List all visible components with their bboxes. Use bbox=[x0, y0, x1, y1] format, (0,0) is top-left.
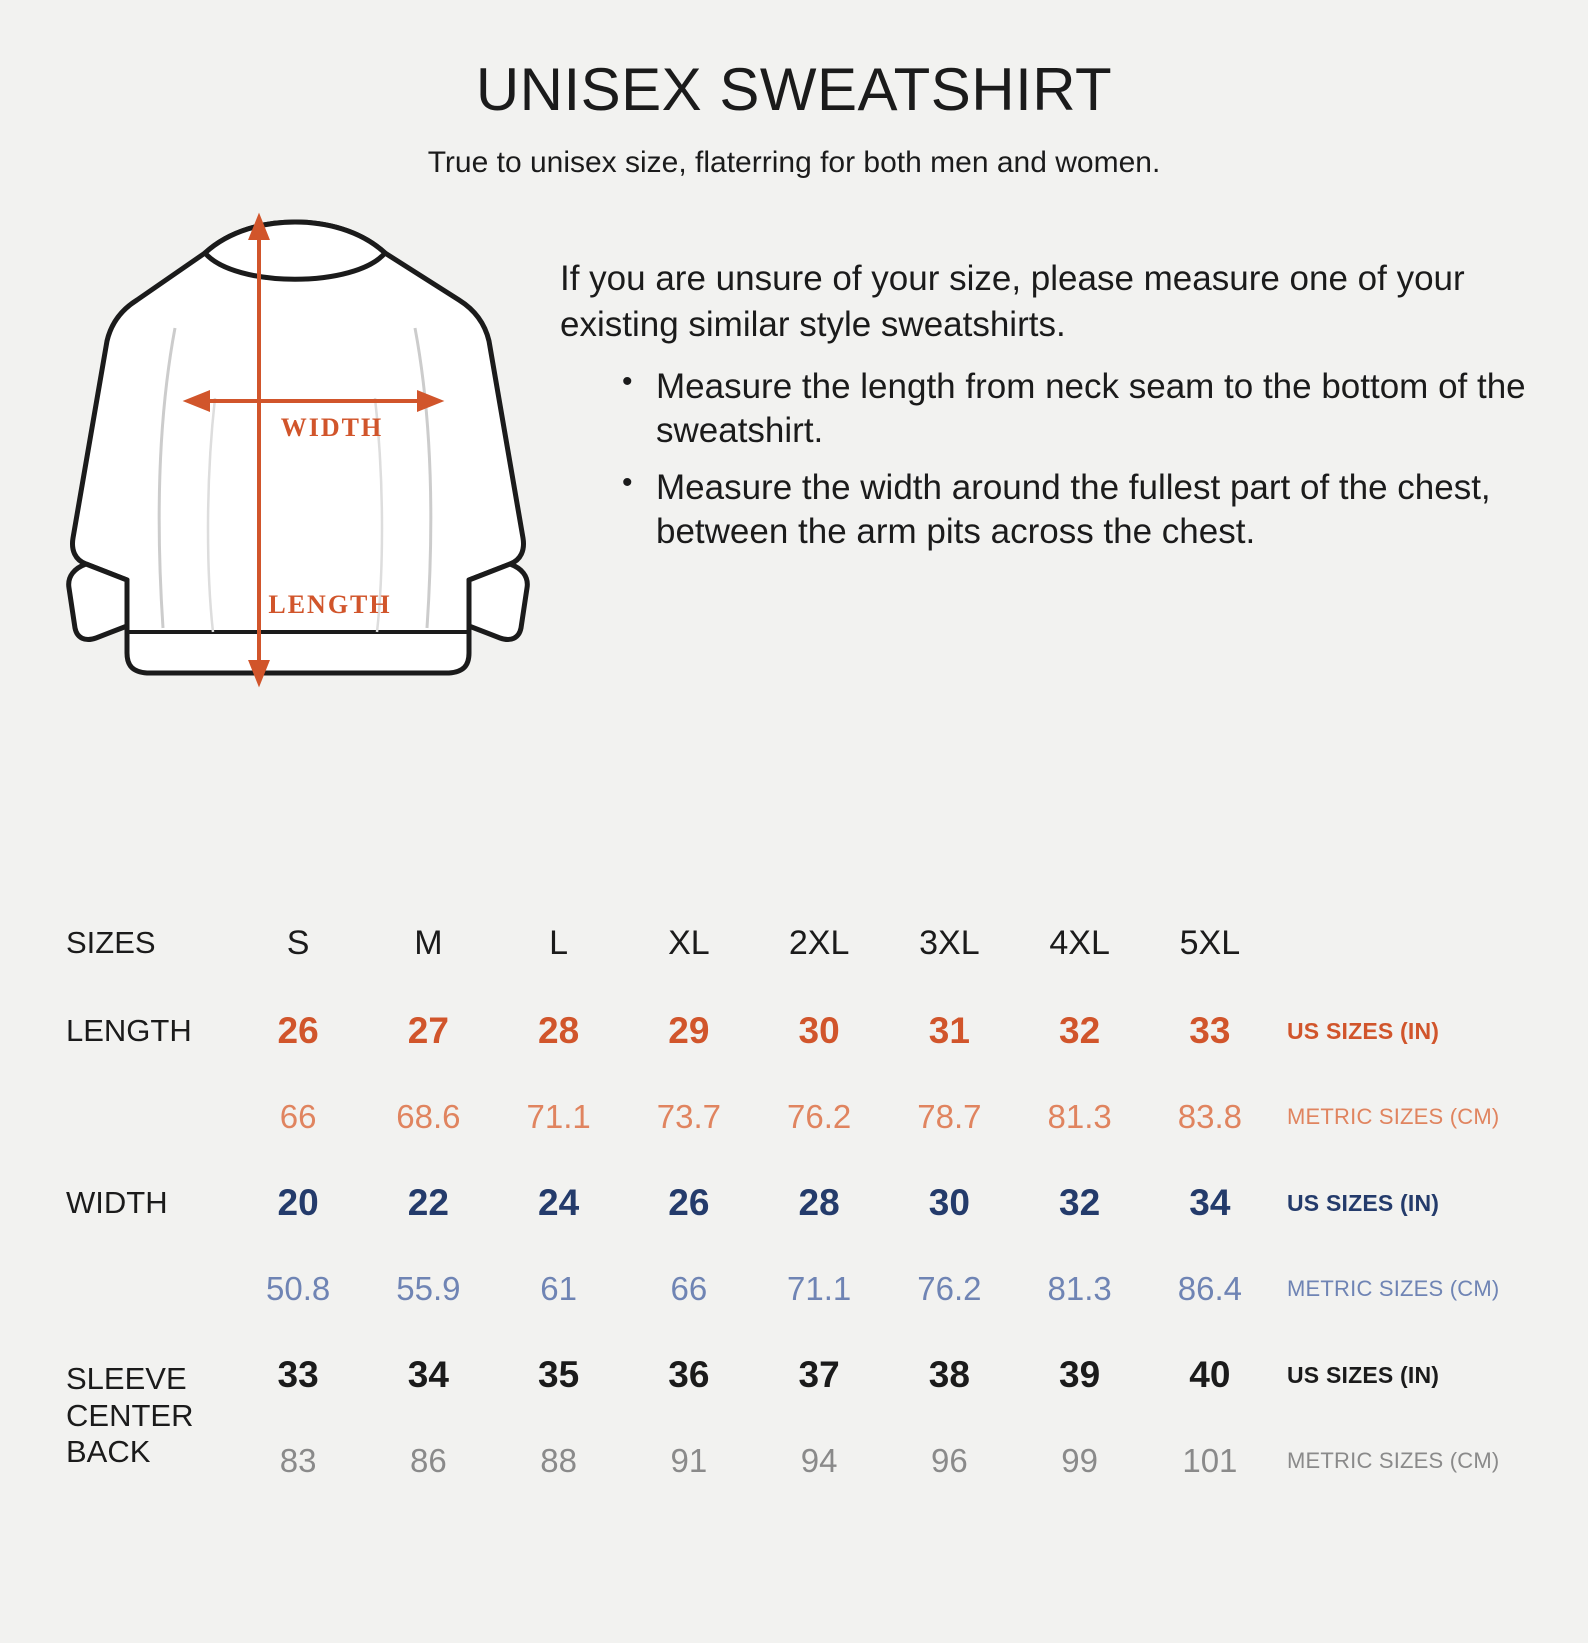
size-header-5xl: 5XL bbox=[1179, 923, 1241, 962]
size-table bbox=[58, 900, 1530, 1502]
size-header-s: S bbox=[286, 923, 310, 962]
unit-label-sleeve-metric: METRIC SIZES (CM) bbox=[1287, 1448, 1500, 1473]
table-header-row bbox=[58, 900, 1530, 986]
cell-width-us-2xl: 28 bbox=[798, 1182, 840, 1223]
cell-length-cm-xl: 73.7 bbox=[656, 1098, 721, 1135]
cell-sleeve-cm-l: 88 bbox=[540, 1442, 577, 1479]
cell-width-cm-4xl: 81.3 bbox=[1047, 1270, 1112, 1307]
row-label-sleeve bbox=[58, 1330, 233, 1502]
cell-sleeve-cm-4xl: 99 bbox=[1061, 1442, 1098, 1479]
row-label-length: LENGTH bbox=[66, 1012, 192, 1048]
table-row-width-us bbox=[58, 1158, 1530, 1248]
unit-label-length-metric: METRIC SIZES (CM) bbox=[1287, 1104, 1500, 1129]
cell-width-cm-s: 50.8 bbox=[266, 1270, 331, 1307]
cell-sleeve-cm-2xl: 94 bbox=[800, 1442, 838, 1479]
cell-sleeve-cm-5xl: 101 bbox=[1182, 1442, 1238, 1479]
unit-label-width-us: US SIZES (IN) bbox=[1287, 1189, 1440, 1216]
cell-width-us-xl: 26 bbox=[668, 1182, 710, 1223]
cell-sleeve-cm-s: 83 bbox=[279, 1442, 317, 1479]
cell-sleeve-us-m: 34 bbox=[407, 1354, 449, 1395]
page-title: UNISEX SWEATSHIRT bbox=[475, 56, 1113, 123]
cell-length-us-3xl: 31 bbox=[928, 1010, 970, 1051]
table-row-sleeve-metric bbox=[58, 1420, 1530, 1502]
size-header-3xl: 3XL bbox=[919, 923, 980, 962]
cell-width-us-3xl: 30 bbox=[928, 1182, 970, 1223]
row-label-sleeve-line1: SLEEVE bbox=[66, 1361, 187, 1397]
table-row-width-metric bbox=[58, 1248, 1530, 1330]
table-row-sleeve-us bbox=[58, 1330, 1530, 1420]
cell-width-us-l: 24 bbox=[538, 1182, 580, 1223]
cell-sleeve-cm-xl: 91 bbox=[670, 1442, 708, 1479]
instructions-list bbox=[560, 365, 1533, 555]
row-label-sleeve-line3: BACK bbox=[66, 1434, 151, 1470]
cell-sleeve-us-xl: 36 bbox=[668, 1354, 710, 1395]
cell-length-us-5xl: 33 bbox=[1189, 1010, 1231, 1051]
unit-label-length-us: US SIZES (IN) bbox=[1287, 1017, 1440, 1044]
cell-sleeve-cm-3xl: 96 bbox=[931, 1442, 968, 1479]
unit-header-spacer bbox=[1275, 900, 1530, 986]
list-item: • Measure the length from neck seam to the bottom of the sweatshirt. bbox=[622, 365, 1533, 454]
cell-sleeve-us-5xl: 40 bbox=[1189, 1354, 1231, 1395]
cell-width-us-4xl: 32 bbox=[1059, 1182, 1101, 1223]
upper-section bbox=[0, 208, 1588, 728]
sweatshirt-diagram-icon bbox=[55, 208, 535, 728]
table-corner-label: SIZES bbox=[66, 924, 156, 960]
cell-length-cm-5xl: 83.8 bbox=[1177, 1098, 1242, 1135]
cell-width-cm-l: 61 bbox=[540, 1270, 577, 1307]
cell-sleeve-us-l: 35 bbox=[538, 1354, 580, 1395]
unit-label-sleeve-us: US SIZES (IN) bbox=[1287, 1361, 1440, 1388]
cell-width-us-s: 20 bbox=[277, 1182, 319, 1223]
cell-length-us-s: 26 bbox=[277, 1010, 319, 1051]
cell-width-us-m: 22 bbox=[407, 1182, 449, 1223]
cell-length-us-2xl: 30 bbox=[798, 1010, 840, 1051]
width-label: WIDTH bbox=[280, 413, 384, 442]
cell-sleeve-us-4xl: 39 bbox=[1059, 1354, 1101, 1395]
page-subtitle: True to unisex size, flaterring for both men and women. bbox=[427, 146, 1161, 179]
cell-width-us-5xl: 34 bbox=[1189, 1182, 1231, 1223]
unit-label-width-metric: METRIC SIZES (CM) bbox=[1287, 1276, 1500, 1301]
cell-length-cm-3xl: 78.7 bbox=[917, 1098, 982, 1135]
cell-sleeve-us-3xl: 38 bbox=[928, 1354, 970, 1395]
cell-length-us-l: 28 bbox=[538, 1010, 580, 1051]
cell-length-us-4xl: 32 bbox=[1059, 1010, 1101, 1051]
row-label-width-metric-blank bbox=[58, 1248, 233, 1330]
length-label: LENGTH bbox=[268, 590, 392, 619]
cell-sleeve-us-2xl: 37 bbox=[798, 1354, 840, 1395]
cell-width-cm-xl: 66 bbox=[670, 1270, 708, 1307]
size-header-m: M bbox=[414, 923, 443, 962]
cell-width-cm-m: 55.9 bbox=[396, 1270, 461, 1307]
table-row-length-metric bbox=[58, 1076, 1530, 1158]
instructions-lead: If you are unsure of your size, please measure one of your existing similar style sweatshirts. bbox=[560, 259, 1465, 344]
cell-length-cm-l: 71.1 bbox=[526, 1098, 591, 1135]
cell-width-cm-5xl: 86.4 bbox=[1177, 1270, 1242, 1307]
cell-length-cm-s: 66 bbox=[279, 1098, 317, 1135]
sweatshirt-illustration bbox=[55, 208, 535, 728]
table-row-length-us bbox=[58, 986, 1530, 1076]
cell-sleeve-us-s: 33 bbox=[277, 1354, 319, 1395]
cell-length-us-m: 27 bbox=[407, 1010, 449, 1051]
size-header-4xl: 4XL bbox=[1049, 923, 1110, 962]
size-header-2xl: 2XL bbox=[788, 923, 850, 962]
cell-width-cm-3xl: 76.2 bbox=[917, 1270, 982, 1307]
list-item: • Measure the width around the fullest part of the chest, between the arm pits across the chest. bbox=[622, 466, 1533, 555]
size-header-l: L bbox=[549, 923, 569, 962]
cell-length-cm-2xl: 76.2 bbox=[787, 1098, 852, 1135]
row-label-length-metric-blank bbox=[58, 1076, 233, 1158]
size-chart-page bbox=[0, 55, 1588, 1643]
size-table-section bbox=[0, 900, 1588, 1502]
cell-length-cm-4xl: 81.3 bbox=[1047, 1098, 1112, 1135]
measuring-instructions bbox=[535, 208, 1533, 567]
row-label-sleeve-line2: CENTER bbox=[66, 1397, 194, 1433]
cell-sleeve-cm-m: 86 bbox=[410, 1442, 447, 1479]
row-label-width: WIDTH bbox=[66, 1184, 168, 1220]
cell-length-us-xl: 29 bbox=[668, 1010, 710, 1051]
cell-length-cm-m: 68.6 bbox=[396, 1098, 461, 1135]
cell-width-cm-2xl: 71.1 bbox=[787, 1270, 852, 1307]
size-header-xl: XL bbox=[668, 923, 710, 962]
